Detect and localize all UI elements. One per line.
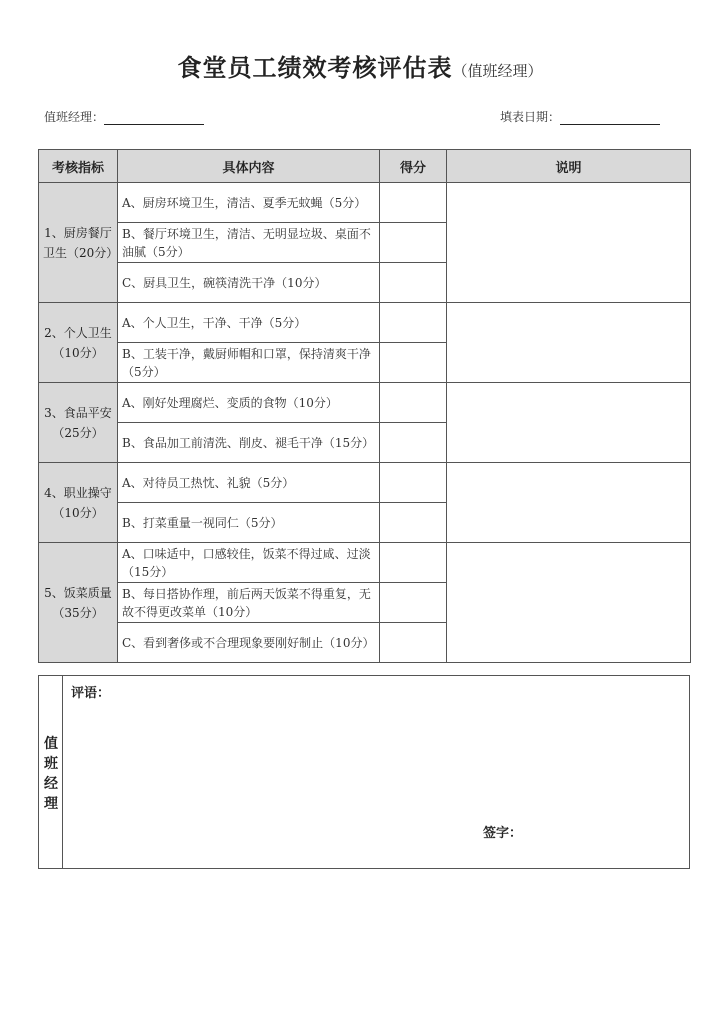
item-text: B、每日搭协作理，前后两天饭菜不得重复，无故不得更改菜单（10分） [118, 583, 380, 623]
comment-side-label: 值班经理 [44, 736, 58, 812]
category-hygiene: 1、厨房餐厅卫生（20分） [39, 183, 118, 303]
page-subtitle: （值班经理） [452, 62, 543, 80]
notes-cell[interactable] [447, 383, 691, 463]
score-cell[interactable] [380, 263, 447, 303]
manager-label: 值班经理： [44, 110, 105, 124]
category-personal: 2、个人卫生（10分） [39, 303, 118, 383]
score-cell[interactable] [380, 503, 447, 543]
score-cell[interactable] [380, 463, 447, 503]
score-cell[interactable] [380, 623, 447, 663]
item-text: A、口味适中，口感较佳，饭菜不得过咸、过淡（15分） [118, 543, 380, 583]
page-title: 食堂员工绩效考核评估表 [177, 53, 453, 82]
header-notes: 说明 [447, 150, 691, 183]
table-row [39, 183, 691, 223]
item-text: A、刚好处理腐烂、变质的食物（10分） [118, 383, 380, 423]
table-row [39, 383, 691, 423]
signature-label: 签字： [483, 826, 523, 841]
category-food-quality: 5、饭菜质量（35分） [39, 543, 118, 663]
table-row [39, 463, 691, 503]
score-cell[interactable] [380, 383, 447, 423]
remark-label: 评语： [71, 686, 111, 701]
score-cell[interactable] [380, 423, 447, 463]
date-label: 填表日期： [500, 110, 561, 124]
evaluation-table [38, 149, 691, 663]
comment-side-column [39, 676, 63, 868]
notes-cell[interactable] [447, 463, 691, 543]
score-cell[interactable] [380, 543, 447, 583]
category-food-safety: 3、食品平安（25分） [39, 383, 118, 463]
item-text: B、工装干净，戴厨师帽和口罩，保持清爽干净（5分） [118, 343, 380, 383]
notes-cell[interactable] [447, 183, 691, 303]
score-cell[interactable] [380, 303, 447, 343]
item-text: B、餐厅环境卫生，清洁、无明显垃圾、桌面不油腻（5分） [118, 223, 380, 263]
score-cell[interactable] [380, 183, 447, 223]
item-text: A、厨房环境卫生，清洁、夏季无蚊蝇（5分） [118, 183, 380, 223]
score-cell[interactable] [380, 343, 447, 383]
table-row [39, 543, 691, 583]
item-text: A、对待员工热忱、礼貌（5分） [118, 463, 380, 503]
header-content: 具体内容 [118, 150, 380, 183]
item-text: B、打菜重量一视同仁（5分） [118, 503, 380, 543]
comment-section [38, 675, 690, 869]
header-indicator: 考核指标 [39, 150, 118, 183]
manager-field [44, 108, 204, 125]
date-field [500, 108, 660, 125]
notes-cell[interactable] [447, 543, 691, 663]
table-header-row [39, 150, 691, 183]
item-text: C、看到奢侈或不合理现象要刚好制止（10分） [118, 623, 380, 663]
item-text: A、个人卫生，干净、干净（5分） [118, 303, 380, 343]
notes-cell[interactable] [447, 303, 691, 383]
score-cell[interactable] [380, 583, 447, 623]
item-text: B、食品加工前清洗、削皮、褪毛干净（15分） [118, 423, 380, 463]
header-score: 得分 [380, 150, 447, 183]
manager-blank[interactable] [104, 112, 204, 125]
page-title-block [0, 48, 720, 83]
score-cell[interactable] [380, 223, 447, 263]
category-ethics: 4、职业操守（10分） [39, 463, 118, 543]
date-blank[interactable] [560, 112, 660, 125]
item-text: C、厨具卫生，碗筷清洗干净（10分） [118, 263, 380, 303]
table-row [39, 303, 691, 343]
